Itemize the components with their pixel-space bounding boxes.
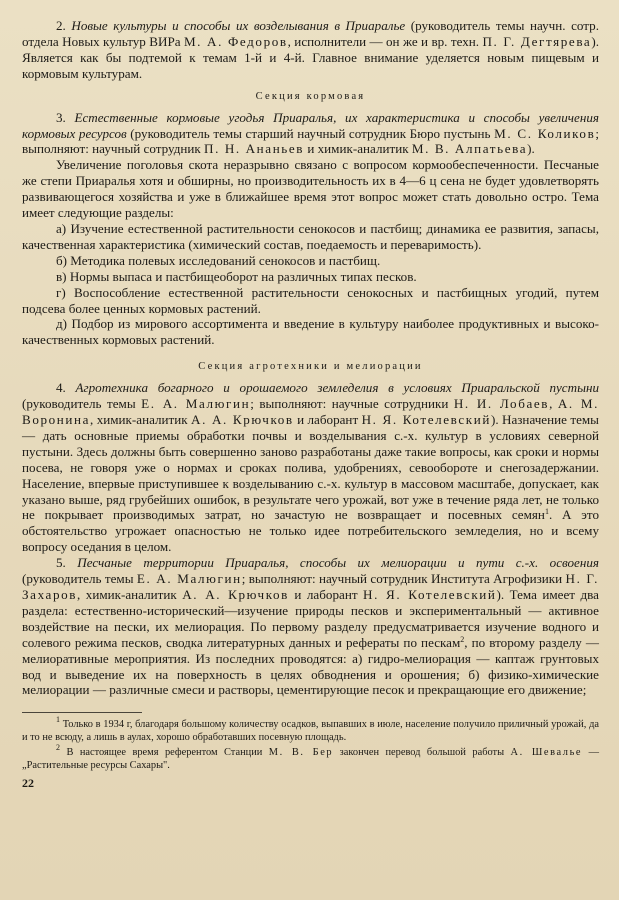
- footnote-1: $^1$ Только в 1934 г, благодаря большому количеству осадков, выпавших в июле, население получило приличный урожай, да и то не всюду, а лишь в аулах, хорошо обработавших посевную площадь.: [22, 715, 599, 743]
- topic-4-paragraph: 4. Агротехника богарного и орошаемого земледелия в условиях Приаральской пустыни (руководитель темы Е. А. Малюгин; выполняют: научные сотрудники Н. И. Лобаев, А. М. Воронина, химик-аналитик А. А. Крючков и лаборант Н. Я. Котелевский). Назначение темы — дать основные приемы обработки почвы и возделывания с.-х. культур в условиях северной пустыни. Здесь должны быть совершенно заново разработаны даже такие вопросы, как сроки и нормы посева, не говоря уже о нормах и сроках полива, удобрениях, севообороте и снегозадержании. Население, впервые приступившее к возделыванию с.-х. культур в массовом масштабе, допускает, как указано выше, ряд грубейших ошибок, в результате чего урожай, вот уже в течение ряда лет, не только не покрывает производимых затрат, но зачастую не возвращает и посевных семян$^1$. А это обстоятельство угрожает опасностью не только идее потребительского земледелия, но и всему вопросу оседания в целом.: [22, 380, 600, 555]
- footnote-mark: 1: [56, 715, 60, 725]
- person-name: Е. А. Малюгин: [136, 571, 242, 587]
- topic-3-title: Естественные кормовые угодья Приаралья, их характеристика и способы увеличения кормовых ресурсов: [22, 109, 599, 141]
- person-name: А. А. Крючков: [182, 587, 289, 602]
- person-name: М. В. Бер: [268, 747, 334, 759]
- topic-3-number: 3.: [56, 109, 66, 125]
- person-name: Н. И. Лобаев: [453, 396, 550, 412]
- list-item: в) Нормы выпаса и пастбищеоборот на различных типах песков.: [56, 268, 417, 284]
- person-name: А. М. Воронина: [22, 396, 600, 428]
- list-item: г) Воспособление естественной растительности сенокосных и пастбищных угодий, путем подсева более ценных кормовых растений.: [22, 284, 599, 316]
- footnote-mark: 2: [56, 743, 60, 753]
- section-heading-forage: Секция кормовая: [255, 90, 366, 102]
- topic-3-paragraph: 3. Естественные кормовые угодья Приаралья, их характеристика и способы увеличения кормовых ресурсов (руководитель темы старший научный сотрудник Бюро пустынь М. С. Коликов; выполняют: научный сотрудник П. Н. Ананьев и химик-аналитик М. В. Алпатьева).: [22, 109, 599, 157]
- topic-2-number: 2.: [56, 18, 66, 33]
- person-name: Н. Я. Котелевский: [361, 412, 491, 428]
- footnote-divider: [22, 712, 142, 713]
- topic-4-title: Агротехника богарного и орошаемого земледелия в условиях Приаральской пустыни: [75, 380, 599, 396]
- person-name: Е. А. Малюгин: [141, 396, 251, 412]
- topic-3-body: Увеличение поголовья скота неразрывно связано с вопросом кормообеспеченности. Песчаные же степи Приаралья хотя и обширны, но производительность их в 4—6 ц сена не будет удовлетворять развивающегося хозяйства и уже в ближайшее время этот вопрос может стать довольно остро. Тема имеет следующие разделы:: [22, 157, 599, 221]
- topic-5-title: Песчаные территории Приаралья, способы их мелиорации и пути с.-х. освоения: [77, 555, 600, 571]
- list-item: а) Изучение естественной растительности сенокосов и пастбищ; динамика ее развития, запасы, качественная характеристика (химический состав, поедаемость и переваримость).: [22, 220, 599, 252]
- page-number: 22: [22, 775, 34, 790]
- list-item: д) Подбор из мирового ассортимента и введение в культуру наиболее продуктивных и высоко-качественных кормовых растений.: [22, 316, 599, 348]
- person-name: А. А. Крючков: [191, 412, 294, 428]
- footnote-reference: 1: [544, 507, 549, 517]
- topic-2-paragraph: 2. Новые культуры и способы их возделывания в Приаралье (руководитель темы научн. сотр. отдела Новых культур ВИРа М. А. Федоров, исполнители — он же и вр. техн. П. Г. Дегтярева). Является как бы подтемой к темам 1-й и 4-й. Главное внимание уделяется новым пищевым и кормовым культурам.: [22, 18, 599, 81]
- person-name: М. В. Алпатьева: [411, 141, 528, 157]
- list-item: б) Методика полевых исследований сенокосов и пастбищ.: [56, 252, 381, 268]
- section-heading-agrotechnics: Секция агротехники и мелиорации: [198, 361, 423, 373]
- topic-5-number: 5.: [56, 555, 66, 571]
- person-name: Н. Я. Котелевский: [363, 587, 497, 602]
- person-name: П. Н. Ананьев: [204, 141, 305, 157]
- topic-5-paragraph: 5. Песчаные территории Приаралья, способы их мелиорации и пути с.-х. освоения (руководитель темы Е. А. Малюгин; выполняют: научный сотрудник Института Агрофизики Н. Г. Захаров, химик-аналитик А. А. Крючков и лаборант Н. Я. Котелевский). Тема имеет два раздела: естественно-исторический—изучение природы песков и экспериментальный — активное воздействие на пески, их мелиорация. По первому разделу предусматривается изучение водного и солевого режима песков, сводка литературных данных и рефераты по пескам$^2$, по второму разделу — мелиоративные мероприятия. Из последних проводятся: а) гидро-мелиорация — каптаж грунтовых вод и выведение их на поверхность в целях обводнения и орошения; б) физико-химические мелиорации — различные смеси и растворы, цементирующие песок и прекращающие его движение;: [22, 555, 600, 698]
- person-name: М. А. Федоров: [183, 33, 288, 49]
- footnote-reference: 2: [460, 634, 465, 644]
- topic-2-title: Новые культуры и способы их возделывания в Приаралье: [71, 18, 406, 33]
- person-name: П. Г. Дегтярева: [482, 33, 592, 49]
- topic-4-number: 4.: [56, 380, 66, 396]
- footnote-2: $^2$ В настоящее время референтом Станции М. В. Бер закончен перевод большой работы А. Шевалье — „Растительные ресурсы Сахары".: [22, 743, 599, 771]
- person-name: А. Шевалье: [510, 747, 583, 759]
- person-name: Н. Г. Захаров: [22, 571, 599, 602]
- person-name: М. С. Коликов: [494, 125, 596, 141]
